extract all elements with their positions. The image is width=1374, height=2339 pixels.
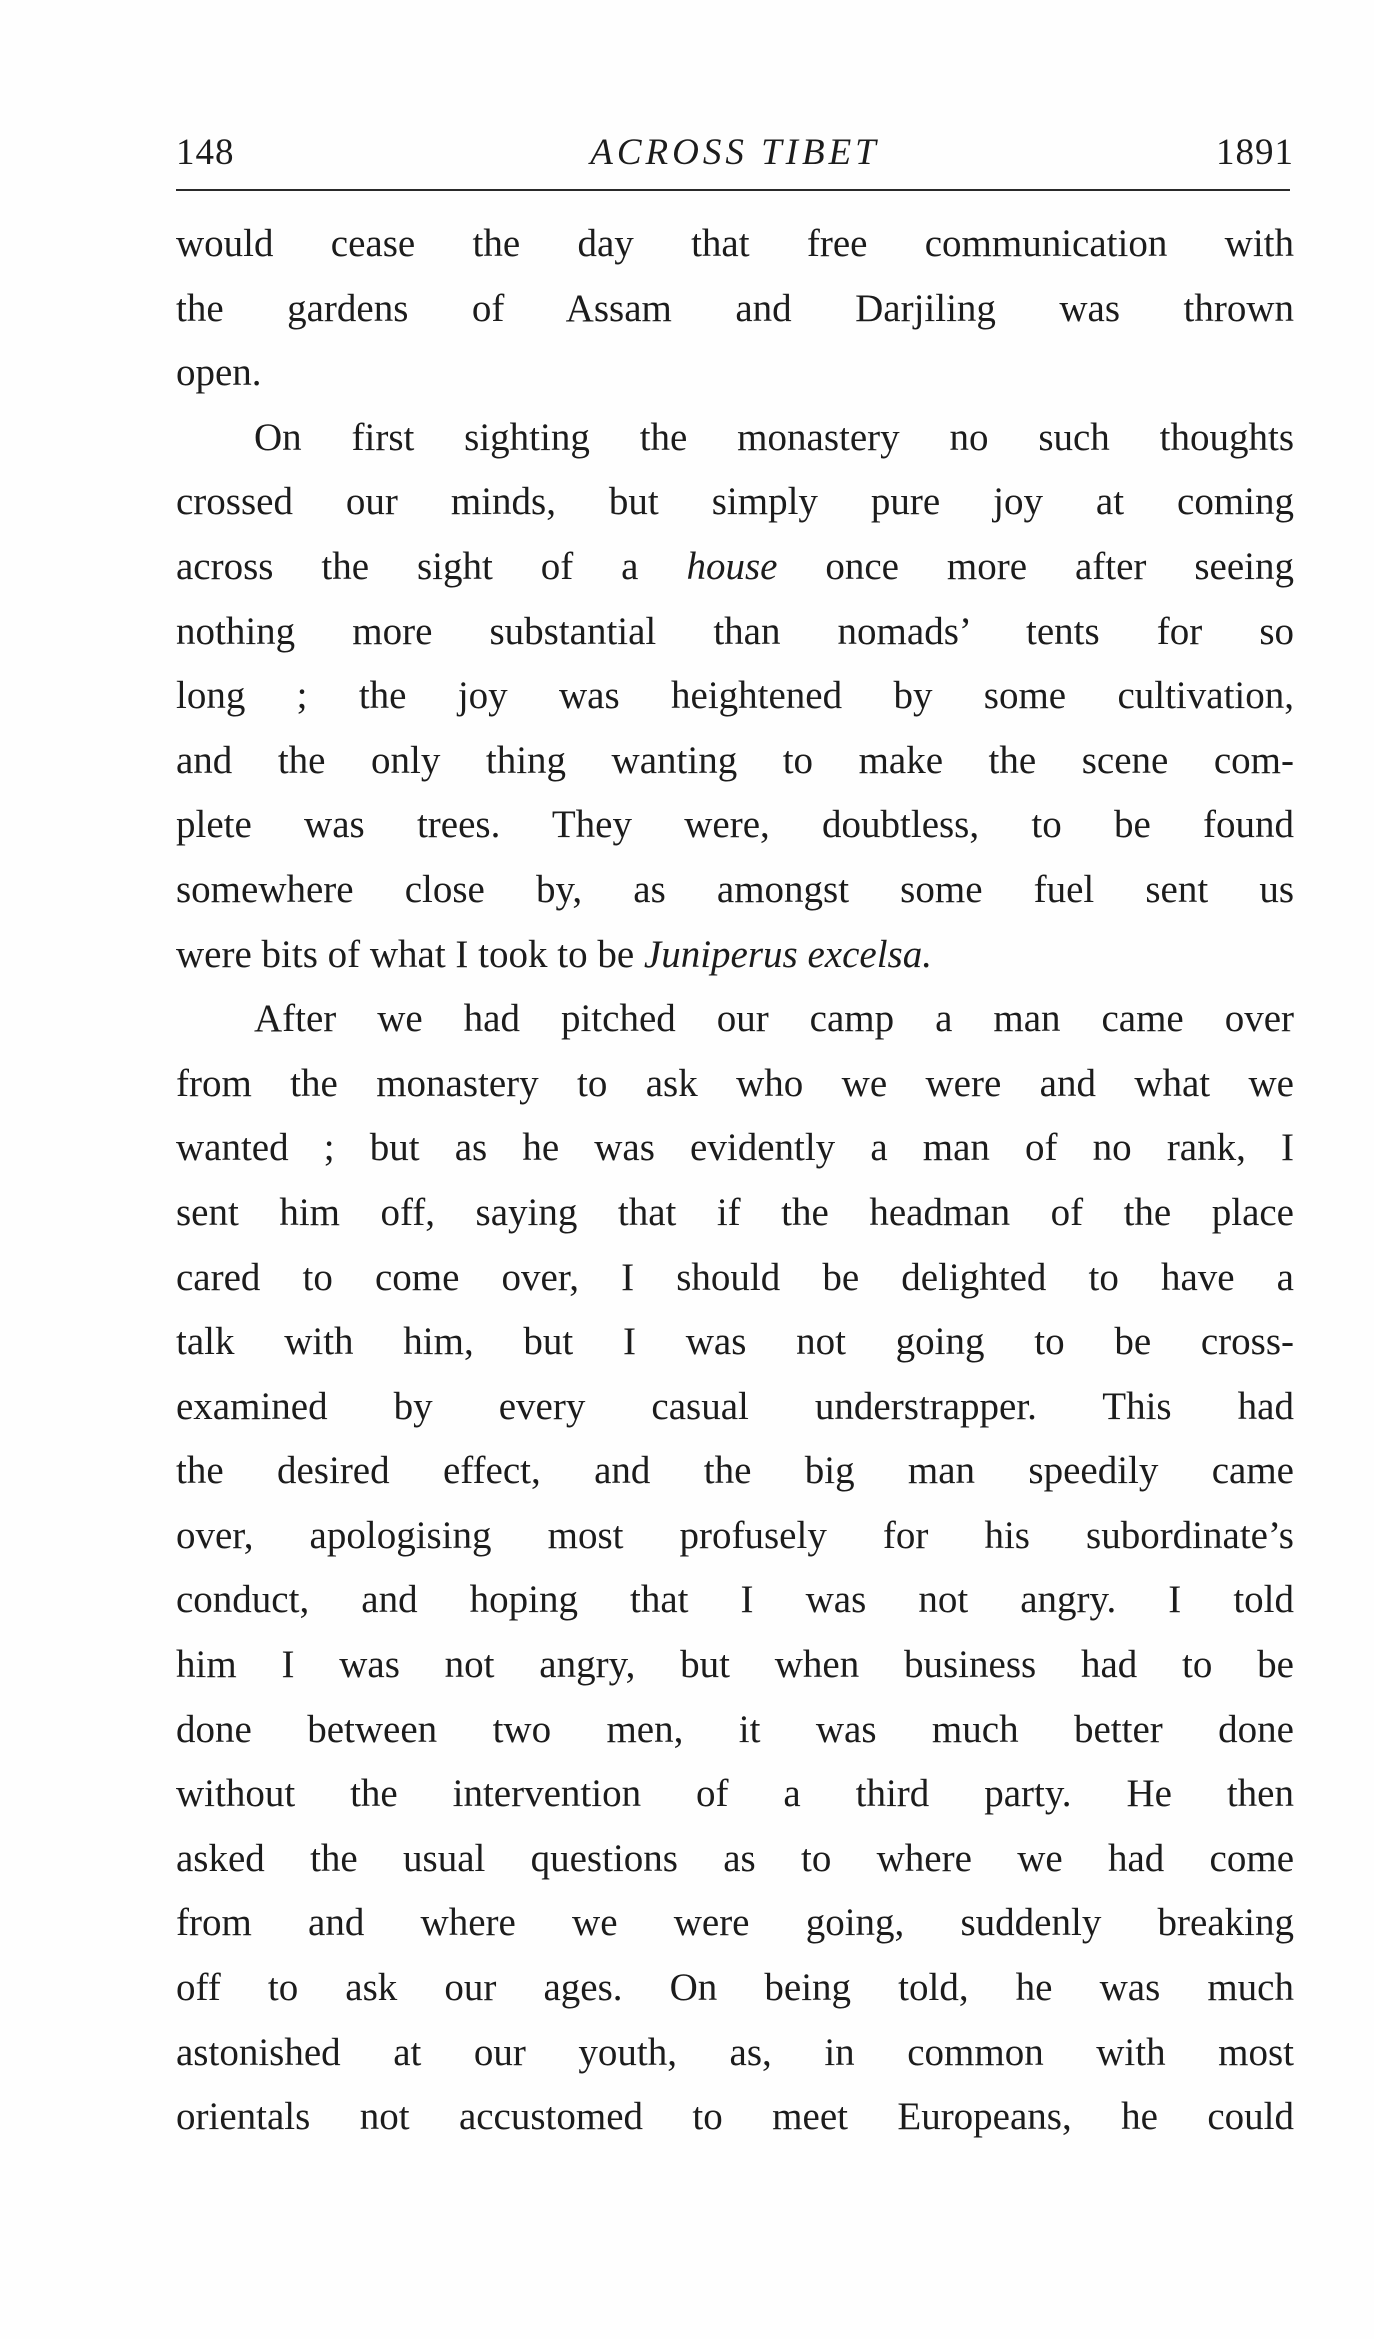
text-line [176, 1891, 1294, 1956]
text-line [176, 1439, 1294, 1504]
text-segment: talk with him, but I was not going to be cross- [176, 1320, 1294, 1364]
header-year: 1891 [1216, 132, 1294, 173]
text-line [176, 858, 1294, 923]
text-line [176, 1568, 1294, 1633]
text-line [176, 1310, 1294, 1375]
running-title: ACROSS TIBET [590, 132, 880, 173]
text-segment: examined by every casual understrapper. This had [176, 1384, 1294, 1428]
running-head [176, 128, 1294, 178]
text-segment: asked the usual questions as to where we had come [176, 1836, 1294, 1880]
text-segment: wanted ; but as he was evidently a man of no rank, I [176, 1126, 1294, 1170]
text-line [176, 212, 1294, 277]
text-line [176, 1762, 1294, 1827]
text-line [176, 729, 1294, 794]
text-line [176, 341, 1294, 406]
text-segment: crossed our minds, but simply pure joy at coming [176, 480, 1294, 524]
text-line [176, 1956, 1294, 2021]
text-segment: plete was trees. They were, doubtless, to be found [176, 803, 1294, 847]
text-segment: After we had pitched our camp a man came over [254, 997, 1294, 1041]
text-segment: him I was not angry, but when business had to be [176, 1643, 1294, 1687]
text-segment: over, apologising most profusely for his subordinate’s [176, 1513, 1294, 1557]
text-segment: conduct, and hoping that I was not angry. I told [176, 1578, 1294, 1622]
text-line [176, 1698, 1294, 1763]
text-segment: off to ask our ages. On being told, he was much [176, 1966, 1294, 2010]
text-segment: would cease the day that free communication with [176, 222, 1294, 265]
text-line [176, 1181, 1294, 1246]
page-number: 148 [176, 132, 235, 173]
text-segment: nothing more substantial than nomads’ tents for so [176, 609, 1294, 653]
text-segment: done between two men, it was much better done [176, 1707, 1294, 1751]
text-segment: open. [176, 351, 262, 395]
text-segment: from the monastery to ask who we were and what we [176, 1061, 1294, 1105]
italic-text: Juniperus excelsa. [643, 932, 932, 976]
text-line [176, 1504, 1294, 1569]
text-line [176, 277, 1294, 342]
text-line [176, 1116, 1294, 1181]
text-segment: On first sighting the monastery no such thoughts [254, 415, 1294, 459]
text-segment: from and where we were going, suddenly breaking [176, 1901, 1294, 1945]
text-segment: long ; the joy was heightened by some cultivation, [176, 674, 1294, 718]
text-segment: and the only thing wanting to make the scene com- [176, 738, 1294, 782]
text-line [176, 1375, 1294, 1440]
text-segment: astonished at our youth, as, in common with most [176, 2030, 1294, 2074]
text-line [176, 1052, 1294, 1117]
header-rule [176, 189, 1290, 191]
text-segment: were bits of what I took to be [176, 932, 644, 976]
text-line [176, 1633, 1294, 1698]
text-segment: across the sight of a [176, 544, 687, 588]
text-line [176, 2021, 1294, 2086]
text-segment: without the intervention of a third party. He then [176, 1772, 1294, 1816]
text-line [176, 923, 1294, 988]
text-line [176, 1827, 1294, 1892]
text-segment: orientals not accustomed to meet Europeans, he could [176, 2095, 1294, 2139]
text-segment: sent him off, saying that if the headman of the place [176, 1190, 1294, 1234]
text-line [176, 600, 1294, 665]
text-line [176, 664, 1294, 729]
italic-text: house [686, 544, 778, 588]
text-segment: somewhere close by, as amongst some fuel sent us [176, 867, 1294, 911]
text-line [176, 535, 1294, 600]
text-segment: the gardens of Assam and Darjiling was thrown [176, 286, 1294, 330]
text-line [176, 2085, 1294, 2150]
text-line [176, 470, 1294, 535]
text-line [176, 1246, 1294, 1311]
text-segment: the desired effect, and the big man speedily came [176, 1449, 1294, 1493]
text-line [176, 406, 1294, 471]
text-line [176, 987, 1294, 1052]
text-segment: once more after seeing [777, 544, 1294, 588]
text-line [176, 793, 1294, 858]
text-segment: cared to come over, I should be delighted to have a [176, 1255, 1294, 1299]
body-text [176, 212, 1294, 2150]
